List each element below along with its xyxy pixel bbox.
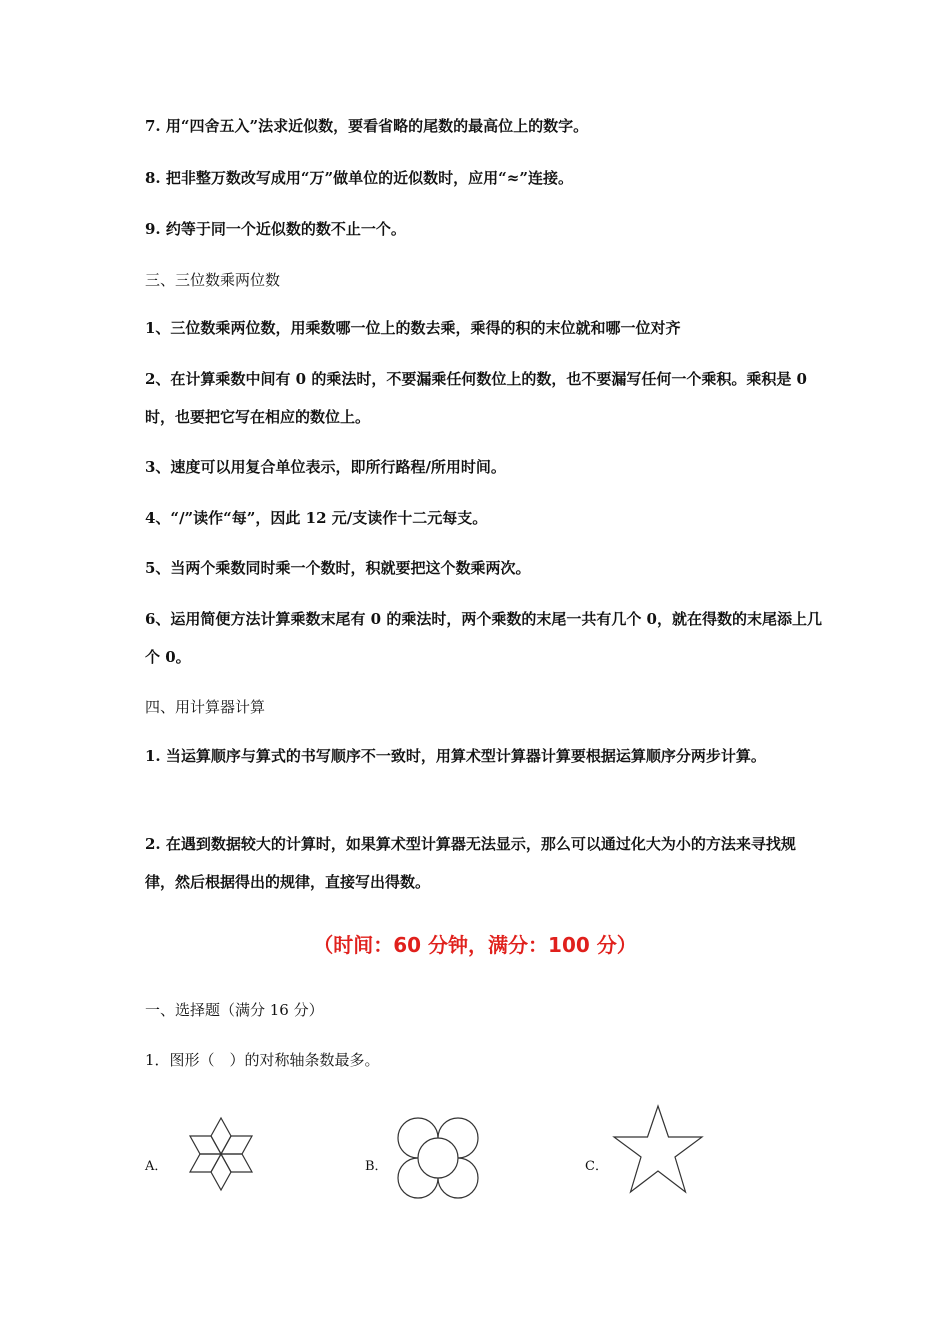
section-3-item-6: 6、运用简便方法计算乘数末尾有 0 的乘法时，两个乘数的末尾一共有几个 0，就在得数的末尾添上几个 0。 <box>145 610 822 666</box>
option-a-figure <box>180 1108 262 1200</box>
point-8: 8. 把非整万数改写成用“万”做单位的近似数时，应用“≈”连接。 <box>145 169 573 187</box>
point-9: 9. 约等于同一个近似数的数不止一个。 <box>145 220 406 238</box>
section-3-item-5: 5、当两个乘数同时乘一个数时，积就要把这个数乘两次。 <box>145 559 531 577</box>
option-b-label: B． <box>365 1159 388 1174</box>
section-3-item-4: 4、“/”读作“每”，因此 12 元/支读作十二元每支。 <box>145 509 488 527</box>
section-4-item-2: 2. 在遇到数据较大的计算时，如果算术型计算器无法显示，那么可以通过化大为小的方法来寻找规律，然后根据得出的规律，直接写出得数。 <box>145 835 796 891</box>
section-4-item-1: 1. 当运算顺序与算式的书写顺序不一致时，用算术型计算器计算要根据运算顺序分两步计算。 <box>145 747 766 765</box>
section-3-item-1: 1、三位数乘两位数，用乘数哪一位上的数去乘，乘得的积的末位就和哪一位对齐 <box>145 319 681 337</box>
option-a-label: A． <box>145 1159 168 1174</box>
option-c-label: C． <box>585 1159 608 1174</box>
option-b-figure <box>397 1117 479 1199</box>
option-c-figure <box>612 1104 704 1194</box>
section-4-heading: 四、用计算器计算 <box>145 698 266 716</box>
question-1-text: 1．图形（ ）的对称轴条数最多。 <box>145 1051 380 1069</box>
section-3-item-2: 2、在计算乘数中间有 0 的乘法时，不要漏乘任何数位上的数，也不要漏写任何一个乘积。乘积是 0 时，也要把它写在相应的数位上。 <box>145 370 807 426</box>
exam-title: （时间：60 分钟，满分：100 分） <box>313 933 637 957</box>
point-7: 7. 用“四舍五入”法求近似数，要看省略的尾数的最高位上的数字。 <box>145 117 589 135</box>
section-3-heading: 三、三位数乘两位数 <box>145 271 281 289</box>
part-1-heading: 一、选择题（满分 16 分） <box>145 1001 324 1019</box>
section-3-item-3: 3、速度可以用复合单位表示，即所行路程/所用时间。 <box>145 458 506 476</box>
